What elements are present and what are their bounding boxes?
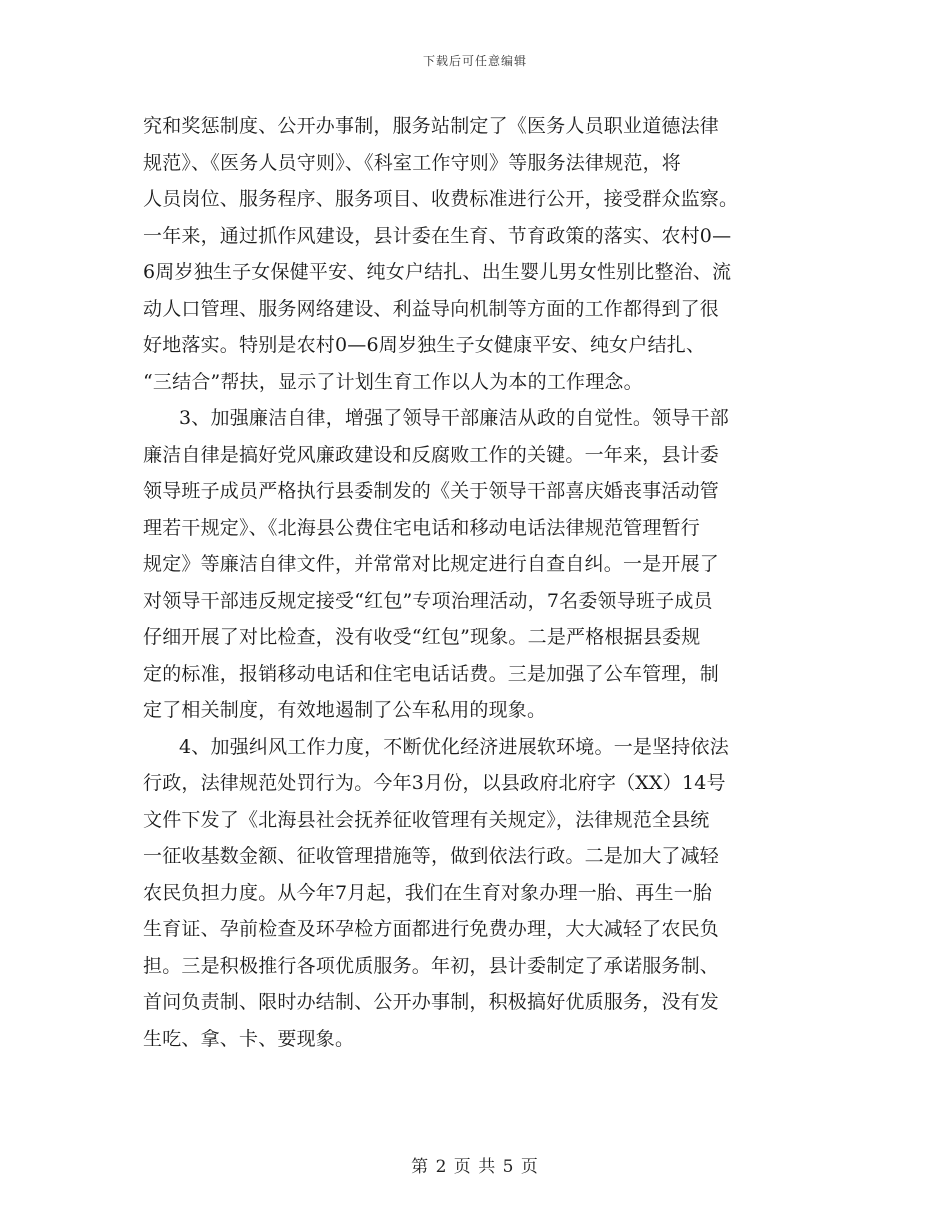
body-text [143,108,807,1057]
text-line: 领导班子成员严格执行县委制发的《关于领导干部喜庆婚丧事活动管 [143,480,720,502]
text-line: 规定》等廉洁自律文件，并常常对比规定进行自查自纠。一是开展了 [143,553,720,575]
text-line: 人员岗位、服务程序、服务项目、收费标准进行公开，接受群众监察。 [143,188,739,210]
text-line: 廉洁自律是搞好党风廉政建设和反腐败工作的关键。一年来，县计委 [143,443,720,466]
text-line: 生育证、孕前检查及环孕检方面都进行免费办理，大大减轻了农民负 [143,918,720,940]
text-line: 规范》、《医务人员守则》、《科室工作守则》等服务法律规范，将 [143,151,682,174]
text-line: 担。三是积极推行各项优质服务。年初，县计委制定了承诺服务制、 [143,954,720,977]
text-line: 农民负担力度。从今年7月起，我们在生育对象办理一胎、再生一胎 [143,881,713,904]
text-line: 一年来，通过抓作风建设，县计委在生育、节育政策的落实、农村0— [143,224,732,247]
text-line: 对领导干部违反规定接受“红包”专项治理活动，7名委领导班子成员 [143,589,713,612]
text-line: 理若干规定》、《北海县公费住宅电话和移动电话法律规范管理暂行 [143,516,701,539]
text-line: 定的标准，报销移动电话和住宅电话话费。三是加强了公车管理，制 [143,662,720,685]
page-number: 第 2 页 共 5 页 [411,1157,539,1177]
text-line: 6周岁独生子女保健平安、纯女户结扎、出生婴儿男女性别比整治、流 [143,261,732,283]
text-line: 定了相关制度，有效地遏制了公车私用的现象。 [143,699,547,721]
paragraph-start-line: 4、加强纠风工作力度，不断优化经济进展软环境。一是坚持依法 [179,735,729,758]
page-header: 下载后可任意编辑 [422,54,527,68]
text-line: 仔细开展了对比检查，没有收受“红包”现象。二是严格根据县委规 [143,626,701,648]
text-line: 好地落实。特别是农村0—6周岁独生子女健康平安、纯女户结扎、 [143,334,706,356]
text-line: 动人口管理、服务网络建设、利益导向机制等方面的工作都得到了很 [143,297,720,320]
text-line: 究和奖惩制度、公开办事制，服务站制定了《医务人员职业道德法律 [143,115,720,137]
paragraph-start-line: 3、加强廉洁自律，增强了领导干部廉洁从政的自觉性。领导干部 [179,407,729,429]
text-line: 行政，法律规范处罚行为。今年3月份，以县政府北府字（XX）14号 [143,772,726,794]
text-line: 一征收基数金额、征收管理措施等，做到依法行政。二是加大了减轻 [143,845,720,867]
text-line: “三结合”帮扶，显示了计划生育工作以人为本的工作理念。 [143,370,643,393]
text-line: 生吃、拿、卡、要现象。 [143,1027,355,1050]
text-line: 首问负责制、限时办结制、公开办事制，积极搞好优质服务，没有发 [143,991,720,1013]
text-line: 文件下发了《北海县社会抚养征收管理有关规定》，法律规范全县统 [143,808,710,831]
